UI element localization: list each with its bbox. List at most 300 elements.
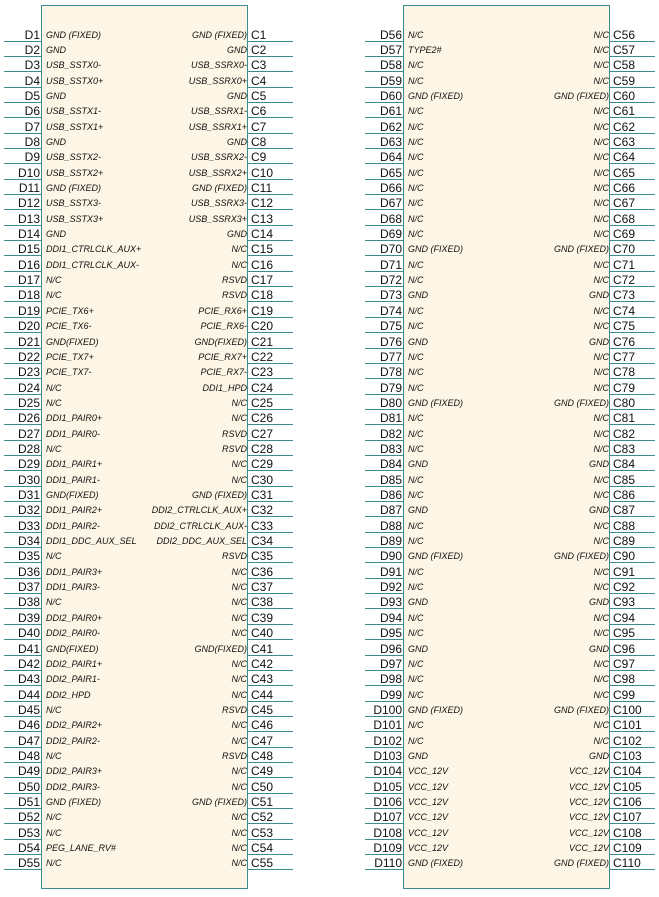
signal-name-d: GND — [408, 643, 428, 654]
pin-number-d: D6 — [24, 104, 40, 119]
signal-name-c: N/C — [593, 566, 609, 577]
signal-name-c: RSVD — [221, 704, 247, 715]
signal-name-d: N/C — [408, 305, 424, 316]
pin-number-c: C90 — [613, 549, 636, 564]
signal-name-c: N/C — [593, 689, 609, 700]
signal-name-d: N/C — [408, 628, 424, 639]
signal-name-c: DDI2_DDC_AUX_SEL — [156, 536, 247, 547]
pin-number-d: D67 — [379, 196, 402, 211]
signal-name-d: N/C — [46, 443, 62, 454]
signal-name-c: PCIE_RX6- — [200, 321, 247, 332]
pin-number-c: C69 — [613, 227, 636, 242]
pin-number-d: D61 — [379, 104, 402, 119]
pin-number-d: D25 — [17, 395, 40, 410]
signal-name-d: PCIE_TX6+ — [46, 305, 94, 316]
signal-name-d: USB_SSTX3+ — [46, 213, 104, 224]
pin-number-d: D63 — [379, 134, 402, 149]
pin-number-d: D31 — [17, 488, 40, 502]
pin-number-d: D17 — [17, 273, 40, 288]
pin-number-c: C103 — [613, 748, 642, 763]
pin-number-d: D97 — [379, 656, 402, 671]
pin-number-d: D34 — [17, 534, 40, 549]
signal-name-c: GND(FIXED) — [194, 336, 247, 347]
signal-name-d: N/C — [408, 152, 424, 163]
signal-name-c: N/C — [231, 459, 247, 470]
signal-name-c: N/C — [593, 413, 609, 424]
signal-name-d: TYPE2# — [408, 44, 442, 55]
pin-number-d: D99 — [379, 687, 402, 702]
pin-number-d: D38 — [17, 595, 40, 610]
pin-number-c: C52 — [251, 810, 274, 825]
signal-name-c: N/C — [593, 735, 609, 746]
pin-number-c: C105 — [613, 779, 642, 794]
pin-number-c: C53 — [251, 825, 274, 840]
pin-number-c: C12 — [251, 196, 274, 211]
signal-name-c: USB_SSRX0- — [190, 60, 247, 71]
pin-number-d: D28 — [17, 441, 40, 456]
pin-number-c: C55 — [251, 856, 274, 871]
signal-name-d: GND — [408, 750, 428, 761]
pin-number-c: C38 — [251, 595, 274, 610]
pin-number-c: C76 — [613, 334, 636, 349]
pin-number-c: C32 — [251, 503, 274, 518]
pin-number-d: D47 — [17, 733, 40, 748]
signal-name-c: GND — [227, 44, 247, 55]
pin-number-c: C27 — [251, 426, 274, 441]
signal-name-d: DDI1_PAIR0+ — [46, 413, 103, 424]
pin-number-d: D36 — [17, 564, 40, 579]
signal-name-c: N/C — [593, 321, 609, 332]
signal-name-c: GND (FIXED) — [554, 244, 609, 255]
pin-number-c: C22 — [251, 349, 274, 364]
connector-body — [41, 5, 248, 889]
signal-name-c: N/C — [593, 106, 609, 117]
signal-name-d: GND — [46, 229, 66, 240]
pin-number-d: D2 — [24, 42, 40, 57]
signal-name-d: DDI1_PAIR1- — [46, 474, 100, 485]
pin-number-c: C28 — [251, 441, 274, 456]
signal-name-d: GND (FIXED) — [408, 90, 463, 101]
signal-name-d: GND (FIXED) — [408, 244, 463, 255]
pin-number-d: D43 — [17, 672, 40, 687]
pin-number-d: D71 — [379, 257, 402, 272]
pin-number-c: C9 — [251, 150, 267, 165]
pin-number-d: D35 — [17, 549, 40, 564]
pin-number-d: D80 — [379, 395, 402, 410]
signal-name-c: GND — [589, 505, 609, 516]
pin-number-d: D76 — [379, 334, 402, 349]
pin-number-c: C33 — [251, 518, 274, 533]
signal-name-d: USB_SSTX0+ — [46, 75, 104, 86]
signal-name-d: GND — [46, 44, 66, 55]
pin-number-d: D60 — [379, 88, 402, 103]
signal-name-d: N/C — [46, 275, 62, 286]
signal-name-c: N/C — [593, 382, 609, 393]
pin-number-c: C75 — [613, 319, 636, 334]
signal-name-c: N/C — [231, 827, 247, 838]
signal-name-d: DDI1_PAIR1+ — [46, 459, 103, 470]
pin-number-d: D83 — [379, 441, 402, 456]
pin-number-c: C95 — [613, 626, 636, 641]
signal-name-d: DDI2_PAIR2- — [46, 735, 100, 746]
pin-number-d: D8 — [24, 134, 40, 149]
pin-number-c: C5 — [251, 88, 267, 103]
pin-number-d: D108 — [373, 825, 402, 840]
pin-number-c: C98 — [613, 672, 636, 687]
pin-number-c: C89 — [613, 534, 636, 549]
signal-name-d: N/C — [46, 812, 62, 823]
pin-number-c: C101 — [613, 718, 642, 733]
pin-number-c: C63 — [613, 134, 636, 149]
signal-name-c: PCIE_RX6+ — [198, 305, 247, 316]
signal-name-d: N/C — [408, 136, 424, 147]
pin-number-d: D22 — [17, 349, 40, 364]
signal-name-c: VCC_12V — [568, 812, 609, 823]
pin-number-c: C16 — [251, 257, 274, 272]
pin-number-d: D105 — [373, 779, 402, 794]
signal-name-c: N/C — [231, 474, 247, 485]
pin-number-c: C79 — [613, 380, 636, 395]
pin-number-c: C107 — [613, 810, 642, 825]
pin-number-d: D107 — [373, 810, 402, 825]
signal-name-c: GND — [589, 643, 609, 654]
signal-name-d: PCIE_TX7- — [46, 367, 92, 378]
pin-number-c: C39 — [251, 610, 274, 625]
signal-name-d: N/C — [408, 29, 424, 40]
signal-name-d: N/C — [408, 229, 424, 240]
signal-name-d: N/C — [408, 720, 424, 731]
pin-number-d: D56 — [379, 27, 402, 42]
pin-number-d: D58 — [379, 58, 402, 73]
signal-name-c: N/C — [231, 781, 247, 792]
signal-name-c: N/C — [593, 44, 609, 55]
signal-name-c: N/C — [593, 674, 609, 685]
signal-name-d: VCC_12V — [408, 781, 449, 792]
signal-name-d: GND(FIXED) — [46, 490, 99, 500]
pin-number-d: D54 — [17, 841, 40, 856]
signal-name-d: DDI1_PAIR3- — [46, 582, 100, 593]
signal-name-d: DDI2_PAIR1+ — [46, 658, 103, 669]
pin-number-c: C54 — [251, 841, 274, 856]
pin-number-c: C70 — [613, 242, 636, 257]
pin-number-d: D66 — [379, 181, 402, 195]
pin-number-c: C15 — [251, 242, 274, 257]
signal-name-c: N/C — [231, 812, 247, 823]
signal-name-d: N/C — [408, 321, 424, 332]
signal-name-c: N/C — [231, 689, 247, 700]
signal-name-c: GND — [589, 597, 609, 608]
pin-number-d: D10 — [17, 165, 40, 180]
pin-number-c: C14 — [251, 227, 274, 242]
signal-name-c: N/C — [593, 720, 609, 731]
pin-number-c: C91 — [613, 564, 636, 579]
pin-number-d: D106 — [373, 795, 402, 809]
signal-name-d: N/C — [408, 121, 424, 132]
signal-name-c: N/C — [593, 167, 609, 178]
pin-number-c: C40 — [251, 626, 274, 641]
pin-number-c: C7 — [251, 119, 267, 134]
pin-number-c: C42 — [251, 656, 274, 671]
signal-name-c: GND — [589, 290, 609, 301]
signal-name-c: VCC_12V — [568, 843, 609, 854]
signal-name-c: GND (FIXED) — [192, 797, 247, 807]
signal-name-d: N/C — [408, 490, 424, 500]
pin-number-c: C108 — [613, 825, 642, 840]
pin-number-d: D88 — [379, 518, 402, 533]
pin-number-d: D86 — [379, 488, 402, 502]
pin-number-d: D24 — [17, 380, 40, 395]
pin-number-c: C104 — [613, 764, 642, 779]
signal-name-c: N/C — [593, 183, 609, 193]
pin-number-d: D16 — [17, 257, 40, 272]
signal-name-c: N/C — [231, 582, 247, 593]
pin-number-c: C34 — [251, 534, 274, 549]
signal-name-d: DDI2_PAIR3+ — [46, 766, 103, 777]
pin-number-d: D77 — [379, 349, 402, 364]
pin-number-d: D29 — [17, 457, 40, 472]
signal-name-d: N/C — [46, 750, 62, 761]
pin-number-c: C44 — [251, 687, 274, 702]
signal-name-d: GND (FIXED) — [46, 797, 101, 807]
signal-name-d: GND(FIXED) — [46, 643, 99, 654]
signal-name-c: PCIE_RX7+ — [198, 351, 247, 362]
signal-name-d: GND (FIXED) — [408, 858, 463, 869]
pin-number-d: D100 — [373, 702, 402, 717]
pin-number-d: D26 — [17, 411, 40, 426]
pin-number-d: D23 — [17, 365, 40, 380]
pin-number-c: C99 — [613, 687, 636, 702]
pin-number-c: C37 — [251, 580, 274, 595]
signal-name-d: DDI1_PAIR3+ — [46, 566, 103, 577]
signal-name-d: N/C — [408, 566, 424, 577]
signal-name-c: N/C — [231, 597, 247, 608]
pin-number-c: C56 — [613, 27, 636, 42]
signal-name-c: GND (FIXED) — [192, 490, 247, 500]
pin-number-d: D82 — [379, 426, 402, 441]
signal-name-d: GND — [46, 90, 66, 101]
signal-name-c: GND — [227, 136, 247, 147]
signal-name-c: N/C — [231, 612, 247, 623]
signal-name-d: N/C — [408, 75, 424, 86]
pin-number-c: C58 — [613, 58, 636, 73]
signal-name-d: GND (FIXED) — [408, 704, 463, 715]
signal-name-d: USB_SSTX2+ — [46, 167, 104, 178]
signal-name-c: RSVD — [221, 551, 247, 562]
pin-number-d: D51 — [17, 795, 40, 809]
signal-name-c: USB_SSRX2- — [190, 152, 247, 163]
signal-name-d: N/C — [46, 551, 62, 562]
signal-name-c: N/C — [231, 843, 247, 854]
pin-number-c: C48 — [251, 748, 274, 763]
signal-name-d: N/C — [408, 275, 424, 286]
pin-number-c: C96 — [613, 641, 636, 656]
pin-number-d: D72 — [379, 273, 402, 288]
pin-number-d: D109 — [373, 841, 402, 856]
signal-name-c: RSVD — [221, 290, 247, 301]
pin-number-d: D92 — [379, 580, 402, 595]
signal-name-d: N/C — [408, 474, 424, 485]
pin-number-d: D91 — [379, 564, 402, 579]
pin-number-d: D95 — [379, 626, 402, 641]
pin-number-d: D102 — [373, 733, 402, 748]
pin-number-c: C3 — [251, 58, 267, 73]
signal-name-d: GND (FIXED) — [408, 551, 463, 562]
pin-number-c: C46 — [251, 718, 274, 733]
pin-number-d: D55 — [17, 856, 40, 871]
pin-number-d: D41 — [17, 641, 40, 656]
signal-name-c: N/C — [593, 121, 609, 132]
signal-name-c: GND (FIXED) — [554, 397, 609, 408]
signal-name-c: GND (FIXED) — [192, 29, 247, 40]
pin-number-d: D45 — [17, 702, 40, 717]
signal-name-c: N/C — [593, 198, 609, 209]
signal-name-d: N/C — [408, 735, 424, 746]
pin-number-c: C84 — [613, 457, 636, 472]
pin-number-d: D44 — [17, 687, 40, 702]
signal-name-d: N/C — [408, 582, 424, 593]
pin-number-c: C97 — [613, 656, 636, 671]
signal-name-c: USB_SSRX1- — [190, 106, 247, 117]
signal-name-c: N/C — [231, 397, 247, 408]
pin-number-d: D101 — [373, 718, 402, 733]
signal-name-d: GND — [46, 136, 66, 147]
pin-number-d: D7 — [24, 119, 40, 134]
pin-number-d: D104 — [373, 764, 402, 779]
signal-name-d: DDI1_PAIR2- — [46, 520, 100, 531]
signal-name-d: N/C — [408, 536, 424, 547]
signal-name-d: USB_SSTX1+ — [46, 121, 104, 132]
pin-number-c: C106 — [613, 795, 642, 809]
pin-number-c: C65 — [613, 165, 636, 180]
signal-name-d: DDI2_HPD — [46, 689, 91, 700]
pin-number-d: D68 — [379, 211, 402, 226]
signal-name-c: GND (FIXED) — [554, 858, 609, 869]
signal-name-d: VCC_12V — [408, 797, 449, 807]
pin-number-d: D15 — [17, 242, 40, 257]
signal-name-d: N/C — [408, 413, 424, 424]
pin-number-c: C100 — [613, 702, 642, 717]
signal-name-c: RSVD — [221, 750, 247, 761]
signal-name-d: VCC_12V — [408, 812, 449, 823]
signal-name-c: N/C — [231, 735, 247, 746]
signal-name-c: N/C — [593, 29, 609, 40]
signal-name-c: N/C — [593, 428, 609, 439]
signal-name-c: N/C — [593, 658, 609, 669]
pin-number-c: C81 — [613, 411, 636, 426]
signal-name-d: N/C — [408, 183, 424, 193]
signal-name-d: DDI1_PAIR0- — [46, 428, 100, 439]
pin-number-c: C94 — [613, 610, 636, 625]
signal-name-d: N/C — [408, 520, 424, 531]
signal-name-d: N/C — [408, 167, 424, 178]
signal-name-c: GND(FIXED) — [194, 643, 247, 654]
pin-number-c: C23 — [251, 365, 274, 380]
pin-number-d: D3 — [24, 58, 40, 73]
pin-number-c: C6 — [251, 104, 267, 119]
pin-number-c: C109 — [613, 841, 642, 856]
pin-number-d: D9 — [24, 150, 40, 165]
signal-name-d: N/C — [408, 689, 424, 700]
signal-name-c: N/C — [593, 490, 609, 500]
pin-number-d: D18 — [17, 288, 40, 303]
pin-number-c: C25 — [251, 395, 274, 410]
pin-number-d: D19 — [17, 303, 40, 318]
pin-number-c: C74 — [613, 303, 636, 318]
signal-name-c: N/C — [231, 244, 247, 255]
signal-name-c: N/C — [593, 474, 609, 485]
signal-name-c: USB_SSRX1+ — [188, 121, 247, 132]
pin-number-d: D110 — [374, 856, 402, 871]
pin-number-c: C1 — [251, 27, 267, 42]
signal-name-c: VCC_12V — [568, 827, 609, 838]
signal-name-d: N/C — [46, 290, 62, 301]
signal-name-c: GND (FIXED) — [554, 704, 609, 715]
pin-number-c: C35 — [251, 549, 274, 564]
pin-number-c: C50 — [251, 779, 274, 794]
pin-number-c: C61 — [613, 104, 636, 119]
pin-number-d: D96 — [379, 641, 402, 656]
pin-number-d: D79 — [379, 380, 402, 395]
pin-number-c: C29 — [251, 457, 274, 472]
pin-number-d: D74 — [379, 303, 402, 318]
signal-name-c: N/C — [231, 766, 247, 777]
signal-name-d: VCC_12V — [408, 766, 449, 777]
signal-name-d: GND (FIXED) — [46, 183, 101, 193]
pin-number-c: C82 — [613, 426, 636, 441]
pin-number-d: D103 — [373, 748, 402, 763]
signal-name-c: N/C — [593, 259, 609, 270]
signal-name-c: GND — [589, 750, 609, 761]
pin-number-d: D14 — [17, 227, 40, 242]
pin-number-d: D40 — [17, 626, 40, 641]
signal-name-c: USB_SSRX3+ — [188, 213, 247, 224]
pin-number-c: C85 — [613, 472, 636, 487]
signal-name-c: GND — [227, 90, 247, 101]
pin-number-c: C45 — [251, 702, 274, 717]
pin-number-c: C88 — [613, 518, 636, 533]
pin-number-c: C36 — [251, 564, 274, 579]
pin-number-d: D13 — [17, 211, 40, 226]
pin-number-c: C110 — [613, 856, 641, 871]
signal-name-c: DDI2_CTRLCLK_AUX- — [153, 520, 247, 531]
pin-number-c: C4 — [251, 73, 267, 88]
signal-name-d: N/C — [46, 827, 62, 838]
pin-number-d: D69 — [379, 227, 402, 242]
signal-name-c: N/C — [231, 858, 247, 869]
signal-name-c: USB_SSRX0+ — [188, 75, 247, 86]
pin-number-d: D37 — [17, 580, 40, 595]
signal-name-d: N/C — [46, 597, 62, 608]
pin-number-d: D57 — [379, 42, 402, 57]
pin-number-d: D59 — [379, 73, 402, 88]
pin-number-d: D81 — [379, 411, 402, 426]
signal-name-c: GND — [227, 229, 247, 240]
pin-number-d: D48 — [17, 748, 40, 763]
pin-number-c: C21 — [251, 334, 274, 349]
signal-name-d: GND (FIXED) — [408, 397, 463, 408]
pin-number-c: C24 — [251, 380, 274, 395]
pin-number-d: D98 — [379, 672, 402, 687]
signal-name-c: N/C — [231, 658, 247, 669]
pin-number-c: C83 — [613, 441, 636, 456]
signal-name-d: PCIE_TX7+ — [46, 351, 94, 362]
signal-name-d: N/C — [408, 213, 424, 224]
pin-number-d: D89 — [379, 534, 402, 549]
pin-number-c: C62 — [613, 119, 636, 134]
signal-name-d: GND — [408, 290, 428, 301]
pin-number-c: C92 — [613, 580, 636, 595]
pin-number-c: C47 — [251, 733, 274, 748]
